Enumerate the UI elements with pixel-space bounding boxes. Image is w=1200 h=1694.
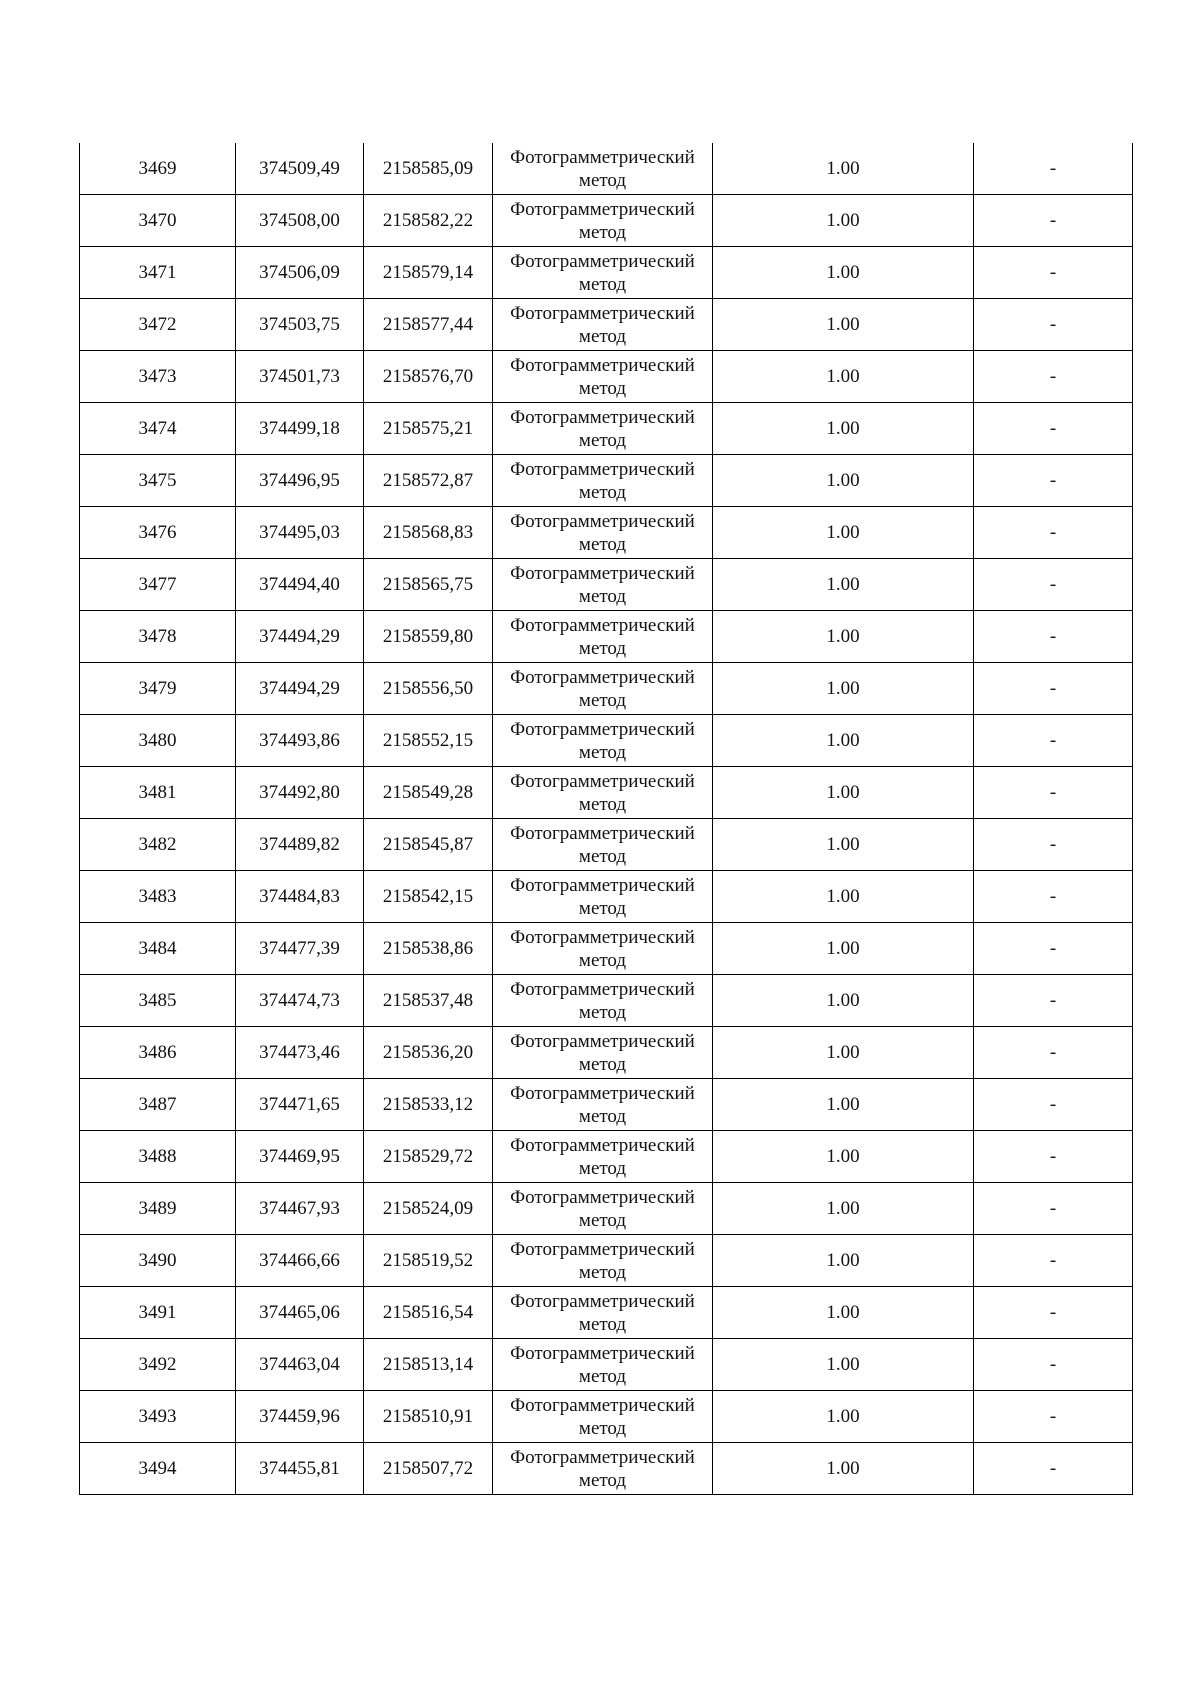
note-cell: - (974, 143, 1133, 195)
point-number-cell: 3469 (80, 143, 236, 195)
y-coordinate-cell: 2158577,44 (364, 299, 493, 351)
method-cell: Фотограмметрический метод (493, 663, 713, 715)
note-cell: - (974, 819, 1133, 871)
x-coordinate-cell: 374506,09 (236, 247, 364, 299)
method-cell: Фотограмметрический метод (493, 455, 713, 507)
accuracy-cell: 1.00 (713, 559, 974, 611)
point-number-cell: 3476 (80, 507, 236, 559)
note-cell: - (974, 195, 1133, 247)
accuracy-cell: 1.00 (713, 1339, 974, 1391)
x-coordinate-cell: 374474,73 (236, 975, 364, 1027)
method-cell: Фотограмметрический метод (493, 1391, 713, 1443)
table-row (80, 1235, 1133, 1287)
method-cell: Фотограмметрический метод (493, 975, 713, 1027)
method-cell: Фотограмметрический метод (493, 767, 713, 819)
x-coordinate-cell: 374496,95 (236, 455, 364, 507)
y-coordinate-cell: 2158565,75 (364, 559, 493, 611)
y-coordinate-cell: 2158576,70 (364, 351, 493, 403)
accuracy-cell: 1.00 (713, 455, 974, 507)
y-coordinate-cell: 2158575,21 (364, 403, 493, 455)
method-cell: Фотограмметрический метод (493, 247, 713, 299)
accuracy-cell: 1.00 (713, 403, 974, 455)
note-cell: - (974, 351, 1133, 403)
method-cell: Фотограмметрический метод (493, 507, 713, 559)
y-coordinate-cell: 2158537,48 (364, 975, 493, 1027)
accuracy-cell: 1.00 (713, 507, 974, 559)
point-number-cell: 3484 (80, 923, 236, 975)
accuracy-cell: 1.00 (713, 1235, 974, 1287)
table-row (80, 1443, 1133, 1495)
x-coordinate-cell: 374493,86 (236, 715, 364, 767)
note-cell: - (974, 767, 1133, 819)
point-number-cell: 3491 (80, 1287, 236, 1339)
method-cell: Фотограмметрический метод (493, 1443, 713, 1495)
note-cell: - (974, 611, 1133, 663)
accuracy-cell: 1.00 (713, 663, 974, 715)
note-cell: - (974, 559, 1133, 611)
accuracy-cell: 1.00 (713, 195, 974, 247)
note-cell: - (974, 1391, 1133, 1443)
point-number-cell: 3483 (80, 871, 236, 923)
accuracy-cell: 1.00 (713, 299, 974, 351)
accuracy-cell: 1.00 (713, 1287, 974, 1339)
y-coordinate-cell: 2158545,87 (364, 819, 493, 871)
y-coordinate-cell: 2158510,91 (364, 1391, 493, 1443)
point-number-cell: 3489 (80, 1183, 236, 1235)
x-coordinate-cell: 374508,00 (236, 195, 364, 247)
x-coordinate-cell: 374455,81 (236, 1443, 364, 1495)
x-coordinate-cell: 374473,46 (236, 1027, 364, 1079)
table-row (80, 1079, 1133, 1131)
note-cell: - (974, 871, 1133, 923)
accuracy-cell: 1.00 (713, 1443, 974, 1495)
note-cell: - (974, 1079, 1133, 1131)
x-coordinate-cell: 374484,83 (236, 871, 364, 923)
note-cell: - (974, 1287, 1133, 1339)
y-coordinate-cell: 2158568,83 (364, 507, 493, 559)
point-number-cell: 3471 (80, 247, 236, 299)
point-number-cell: 3492 (80, 1339, 236, 1391)
table-row (80, 1131, 1133, 1183)
accuracy-cell: 1.00 (713, 351, 974, 403)
y-coordinate-cell: 2158524,09 (364, 1183, 493, 1235)
accuracy-cell: 1.00 (713, 1027, 974, 1079)
note-cell: - (974, 715, 1133, 767)
y-coordinate-cell: 2158507,72 (364, 1443, 493, 1495)
y-coordinate-cell: 2158536,20 (364, 1027, 493, 1079)
point-number-cell: 3487 (80, 1079, 236, 1131)
x-coordinate-cell: 374492,80 (236, 767, 364, 819)
method-cell: Фотограмметрический метод (493, 923, 713, 975)
method-cell: Фотограмметрический метод (493, 1079, 713, 1131)
y-coordinate-cell: 2158549,28 (364, 767, 493, 819)
table-row (80, 143, 1133, 195)
accuracy-cell: 1.00 (713, 819, 974, 871)
table-row (80, 455, 1133, 507)
method-cell: Фотограмметрический метод (493, 195, 713, 247)
note-cell: - (974, 663, 1133, 715)
table-row (80, 819, 1133, 871)
note-cell: - (974, 507, 1133, 559)
x-coordinate-cell: 374494,29 (236, 611, 364, 663)
y-coordinate-cell: 2158579,14 (364, 247, 493, 299)
y-coordinate-cell: 2158538,86 (364, 923, 493, 975)
method-cell: Фотограмметрический метод (493, 299, 713, 351)
x-coordinate-cell: 374489,82 (236, 819, 364, 871)
note-cell: - (974, 1339, 1133, 1391)
note-cell: - (974, 247, 1133, 299)
point-number-cell: 3479 (80, 663, 236, 715)
x-coordinate-cell: 374477,39 (236, 923, 364, 975)
accuracy-cell: 1.00 (713, 715, 974, 767)
method-cell: Фотограмметрический метод (493, 1131, 713, 1183)
point-number-cell: 3488 (80, 1131, 236, 1183)
accuracy-cell: 1.00 (713, 923, 974, 975)
note-cell: - (974, 1131, 1133, 1183)
method-cell: Фотограмметрический метод (493, 403, 713, 455)
accuracy-cell: 1.00 (713, 611, 974, 663)
point-number-cell: 3477 (80, 559, 236, 611)
method-cell: Фотограмметрический метод (493, 1339, 713, 1391)
table-row (80, 1183, 1133, 1235)
accuracy-cell: 1.00 (713, 767, 974, 819)
method-cell: Фотограмметрический метод (493, 559, 713, 611)
table-row (80, 1027, 1133, 1079)
y-coordinate-cell: 2158513,14 (364, 1339, 493, 1391)
accuracy-cell: 1.00 (713, 1391, 974, 1443)
table-row (80, 299, 1133, 351)
table-row (80, 975, 1133, 1027)
accuracy-cell: 1.00 (713, 1131, 974, 1183)
method-cell: Фотограмметрический метод (493, 819, 713, 871)
method-cell: Фотограмметрический метод (493, 1287, 713, 1339)
method-cell: Фотограмметрический метод (493, 1235, 713, 1287)
x-coordinate-cell: 374494,29 (236, 663, 364, 715)
table-row (80, 507, 1133, 559)
x-coordinate-cell: 374503,75 (236, 299, 364, 351)
point-number-cell: 3494 (80, 1443, 236, 1495)
point-number-cell: 3482 (80, 819, 236, 871)
note-cell: - (974, 455, 1133, 507)
accuracy-cell: 1.00 (713, 975, 974, 1027)
x-coordinate-cell: 374509,49 (236, 143, 364, 195)
x-coordinate-cell: 374466,66 (236, 1235, 364, 1287)
table-row (80, 871, 1133, 923)
x-coordinate-cell: 374465,06 (236, 1287, 364, 1339)
x-coordinate-cell: 374459,96 (236, 1391, 364, 1443)
point-number-cell: 3485 (80, 975, 236, 1027)
x-coordinate-cell: 374501,73 (236, 351, 364, 403)
note-cell: - (974, 299, 1133, 351)
method-cell: Фотограмметрический метод (493, 1027, 713, 1079)
x-coordinate-cell: 374463,04 (236, 1339, 364, 1391)
x-coordinate-cell: 374471,65 (236, 1079, 364, 1131)
point-number-cell: 3478 (80, 611, 236, 663)
x-coordinate-cell: 374495,03 (236, 507, 364, 559)
y-coordinate-cell: 2158559,80 (364, 611, 493, 663)
table-row (80, 1339, 1133, 1391)
method-cell: Фотограмметрический метод (493, 715, 713, 767)
point-number-cell: 3481 (80, 767, 236, 819)
table-row (80, 1391, 1133, 1443)
y-coordinate-cell: 2158516,54 (364, 1287, 493, 1339)
method-cell: Фотограмметрический метод (493, 1183, 713, 1235)
y-coordinate-cell: 2158533,12 (364, 1079, 493, 1131)
table-row (80, 611, 1133, 663)
y-coordinate-cell: 2158519,52 (364, 1235, 493, 1287)
point-number-cell: 3473 (80, 351, 236, 403)
point-number-cell: 3472 (80, 299, 236, 351)
x-coordinate-cell: 374467,93 (236, 1183, 364, 1235)
accuracy-cell: 1.00 (713, 871, 974, 923)
point-number-cell: 3486 (80, 1027, 236, 1079)
y-coordinate-cell: 2158556,50 (364, 663, 493, 715)
table-row (80, 403, 1133, 455)
table-row (80, 767, 1133, 819)
method-cell: Фотограмметрический метод (493, 351, 713, 403)
accuracy-cell: 1.00 (713, 143, 974, 195)
point-number-cell: 3480 (80, 715, 236, 767)
note-cell: - (974, 923, 1133, 975)
point-number-cell: 3490 (80, 1235, 236, 1287)
y-coordinate-cell: 2158529,72 (364, 1131, 493, 1183)
accuracy-cell: 1.00 (713, 1183, 974, 1235)
method-cell: Фотограмметрический метод (493, 143, 713, 195)
x-coordinate-cell: 374499,18 (236, 403, 364, 455)
note-cell: - (974, 1183, 1133, 1235)
table-row (80, 923, 1133, 975)
accuracy-cell: 1.00 (713, 1079, 974, 1131)
table-body (80, 143, 1133, 1495)
table-row (80, 559, 1133, 611)
y-coordinate-cell: 2158552,15 (364, 715, 493, 767)
point-number-cell: 3470 (80, 195, 236, 247)
point-number-cell: 3493 (80, 1391, 236, 1443)
y-coordinate-cell: 2158582,22 (364, 195, 493, 247)
method-cell: Фотограмметрический метод (493, 871, 713, 923)
table-row (80, 247, 1133, 299)
table-row (80, 351, 1133, 403)
table-row (80, 195, 1133, 247)
table-row (80, 663, 1133, 715)
note-cell: - (974, 1443, 1133, 1495)
method-cell: Фотограмметрический метод (493, 611, 713, 663)
x-coordinate-cell: 374494,40 (236, 559, 364, 611)
point-number-cell: 3474 (80, 403, 236, 455)
coordinates-table (79, 143, 1133, 1495)
x-coordinate-cell: 374469,95 (236, 1131, 364, 1183)
note-cell: - (974, 1235, 1133, 1287)
y-coordinate-cell: 2158585,09 (364, 143, 493, 195)
y-coordinate-cell: 2158572,87 (364, 455, 493, 507)
y-coordinate-cell: 2158542,15 (364, 871, 493, 923)
note-cell: - (974, 403, 1133, 455)
point-number-cell: 3475 (80, 455, 236, 507)
accuracy-cell: 1.00 (713, 247, 974, 299)
note-cell: - (974, 1027, 1133, 1079)
table-row (80, 1287, 1133, 1339)
table-row (80, 715, 1133, 767)
note-cell: - (974, 975, 1133, 1027)
